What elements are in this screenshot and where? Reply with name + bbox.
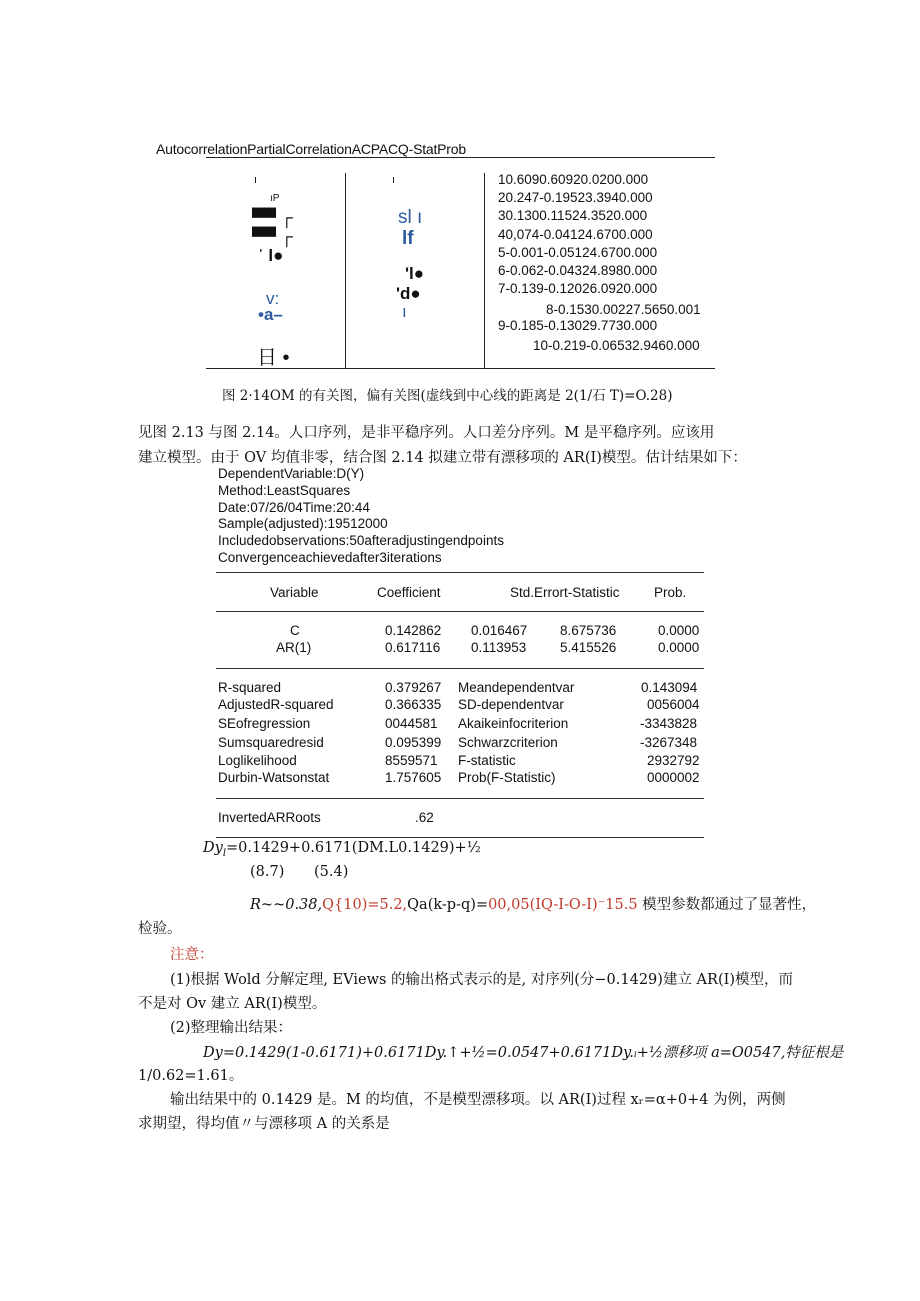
correlogram-row: 6-0.062-0.04324.8980.000	[498, 263, 658, 278]
note-1-line-1: (1)根据 Wold 分解定理, EViews 的输出格式表示的是, 对序列(分−0.1429)建立 AR(I)模型，而	[170, 972, 793, 988]
roots-label: InvertedARRoots	[218, 810, 321, 825]
body-text-line: 检验。	[138, 921, 182, 937]
stat-label: Meandependentvar	[458, 680, 575, 695]
acf-bar-glyph: ˈ l●	[258, 246, 284, 265]
pacf-bar-glyph: ı	[392, 174, 396, 186]
stat-value: 0056004	[647, 697, 700, 712]
correlogram-row: 5-0.001-0.05124.6700.000	[498, 245, 658, 260]
stat-label: Loglikelihood	[218, 753, 297, 768]
acf-bar-glyph: ıP	[270, 193, 280, 204]
coef-tstat: 8.675736	[560, 623, 617, 638]
stat-value: 0000002	[647, 770, 700, 785]
stat-value: 0044581	[385, 716, 438, 731]
fit-chi: 00,05(IQ-I-O-I)⁻15.5	[488, 897, 638, 913]
stat-label: Schwarzcriterion	[458, 735, 558, 750]
stat-label: SEofregression	[218, 716, 311, 731]
column-header-stderr-t: Std.Errort-Statistic	[510, 585, 620, 600]
figure-caption: 图 2·14OM 的有关图，偏有关图(虚线到中心线的距离是 2(1/石 T)=O.28)	[222, 388, 673, 404]
stat-value: 0.379267	[385, 680, 442, 695]
correlogram-row: 8-0.1530.00227.5650.001	[546, 302, 701, 317]
stat-value: 0.095399	[385, 735, 442, 750]
stat-value: -3343828	[640, 716, 698, 731]
stat-label: Prob(F-Statistic)	[458, 770, 556, 785]
eviews-header-line: Includedobservations:50afteradjustingendpoints	[218, 533, 504, 548]
eq-sub: l	[222, 847, 227, 859]
eq-var: Dy	[203, 840, 223, 856]
correlogram-divider-1	[345, 173, 346, 368]
table-rule	[216, 611, 704, 612]
acf-bar-glyph: ▀▀ ┌	[252, 227, 293, 246]
coef-stderr: 0.016467	[471, 623, 528, 638]
correlogram-header: AutocorrelationPartialCorrelationACPACQ-StatProb	[156, 141, 466, 157]
table-rule	[216, 837, 704, 838]
t-value: (5.4)	[314, 864, 349, 880]
note-2: (2)整理输出结果：	[170, 1020, 293, 1036]
coef-stderr: 0.113953	[471, 640, 527, 655]
fit-qa: Qa(k-p-q)=	[407, 897, 489, 913]
notes-title: 注意：	[170, 947, 214, 963]
stat-value: 1.757605	[385, 770, 442, 785]
acf-bar-glyph: 日 •	[257, 347, 290, 369]
pacf-bar-glyph: ı	[402, 302, 407, 321]
correlogram-row: 30.1300.11524.3520.000	[498, 208, 648, 223]
body-text-line: 输出结果中的 0.1429 是。M 的均值，不是模型漂移项。以 AR(I)过程 xᵣ=α+0+4 为例，两侧	[170, 1092, 786, 1108]
coef-value: 0.617116	[385, 640, 441, 655]
eq2-line-1: Dy=0.1429(1-0.6171)+0.6171Dy.↑+½=0.0547+0.6171Dy.ᵢ+½漂移项 a=O0547,特征根是	[203, 1045, 844, 1061]
eviews-header-line: Date:07/26/04Time:20:44	[218, 500, 370, 515]
correlogram-divider-2	[484, 173, 485, 368]
pacf-bar-glyph: 'l●	[405, 264, 425, 283]
model-equation	[203, 840, 481, 859]
acf-bar-glyph: ▀▀ ┌	[252, 208, 293, 227]
acf-bar-glyph: ı	[254, 174, 258, 186]
acf-bar-glyph: •a–	[258, 305, 283, 324]
body-text-line: 求期望，得均值〃与漂移项 A 的关系是	[138, 1116, 390, 1132]
table-rule	[216, 798, 704, 799]
column-header-coefficient: Coefficient	[377, 585, 441, 600]
coef-name: AR(1)	[276, 640, 312, 655]
correlogram-row: 10.6090.60920.0200.000	[498, 172, 649, 184]
stat-value: 0.366335	[385, 697, 442, 712]
correlogram-row: 9-0.185-0.13029.7730.000	[498, 318, 658, 333]
correlogram-top-rule	[206, 157, 715, 158]
column-header-prob: Prob.	[654, 585, 687, 600]
coef-prob: 0.0000	[658, 623, 700, 638]
correlogram-row: 7-0.139-0.12026.0920.000	[498, 281, 658, 296]
stat-label: Sumsquaredresid	[218, 735, 324, 750]
note-1-line-2: 不是对 Ov 建立 AR(I)模型。	[138, 996, 327, 1012]
eviews-header-line: DependentVariable:D(Y)	[218, 466, 365, 481]
stat-label: SD-dependentvar	[458, 697, 564, 712]
fit-q: Q{10)=5.2,	[322, 897, 408, 913]
stat-value: -3267348	[640, 735, 698, 750]
correlogram-row: 40,074-0.04124.6700.000	[498, 227, 653, 242]
body-text-line: 建立模型。由于 OV 均值非零，结合图 2.14 拟建立带有漂移项的 AR(I)模型。估计结果如下：	[138, 450, 747, 466]
pacf-bar-glyph: lf	[402, 228, 414, 249]
eviews-header-line: Sample(adjusted):19512000	[218, 516, 388, 531]
table-rule	[216, 668, 704, 669]
correlogram-row: 10-0.219-0.06532.9460.000	[533, 338, 700, 353]
pacf-bar-glyph: 'd●	[396, 284, 421, 303]
stat-value: 8559571	[385, 753, 438, 768]
body-text-line: 见图 2.13 与图 2.14。人口序列，是非平稳序列。人口差分序列。M 是平稳序列。应该用	[138, 425, 715, 441]
coef-value: 0.142862	[385, 623, 442, 638]
fit-stats-line	[250, 893, 816, 914]
table-rule	[216, 572, 704, 573]
stat-label: F-statistic	[458, 753, 516, 768]
stat-value: 2932792	[647, 753, 700, 768]
roots-value: .62	[415, 810, 434, 825]
stat-label: AdjustedR-squared	[218, 697, 334, 712]
stat-value: 0.143094	[641, 680, 698, 695]
fit-tail: 模型参数都通过了显著性，	[637, 897, 817, 913]
pacf-bar-glyph: sl ı	[398, 207, 423, 228]
column-header-variable: Variable	[270, 585, 319, 600]
eviews-header-line: Method:LeastSquares	[218, 483, 351, 498]
eq2-line-2: 1/0.62=1.61。	[138, 1068, 244, 1084]
eviews-header-line: Convergenceachievedafter3iterations	[218, 550, 442, 565]
correlogram-row: 20.247-0.19523.3940.000	[498, 190, 653, 205]
stat-label: R-squared	[218, 680, 282, 695]
eq-rest: =0.1429+0.6171(DM.L0.1429)+½	[226, 840, 481, 856]
coef-name: C	[290, 623, 300, 638]
stat-label: Durbin-Watsonstat	[218, 770, 330, 785]
stat-label: Akaikeinfocriterion	[458, 716, 569, 731]
coef-tstat: 5.415526	[560, 640, 617, 655]
coef-prob: 0.0000	[658, 640, 700, 655]
fit-r: R~~0.38,	[250, 897, 323, 913]
acf-bar-glyph: v:	[266, 289, 280, 308]
t-value: (8.7)	[250, 864, 285, 880]
